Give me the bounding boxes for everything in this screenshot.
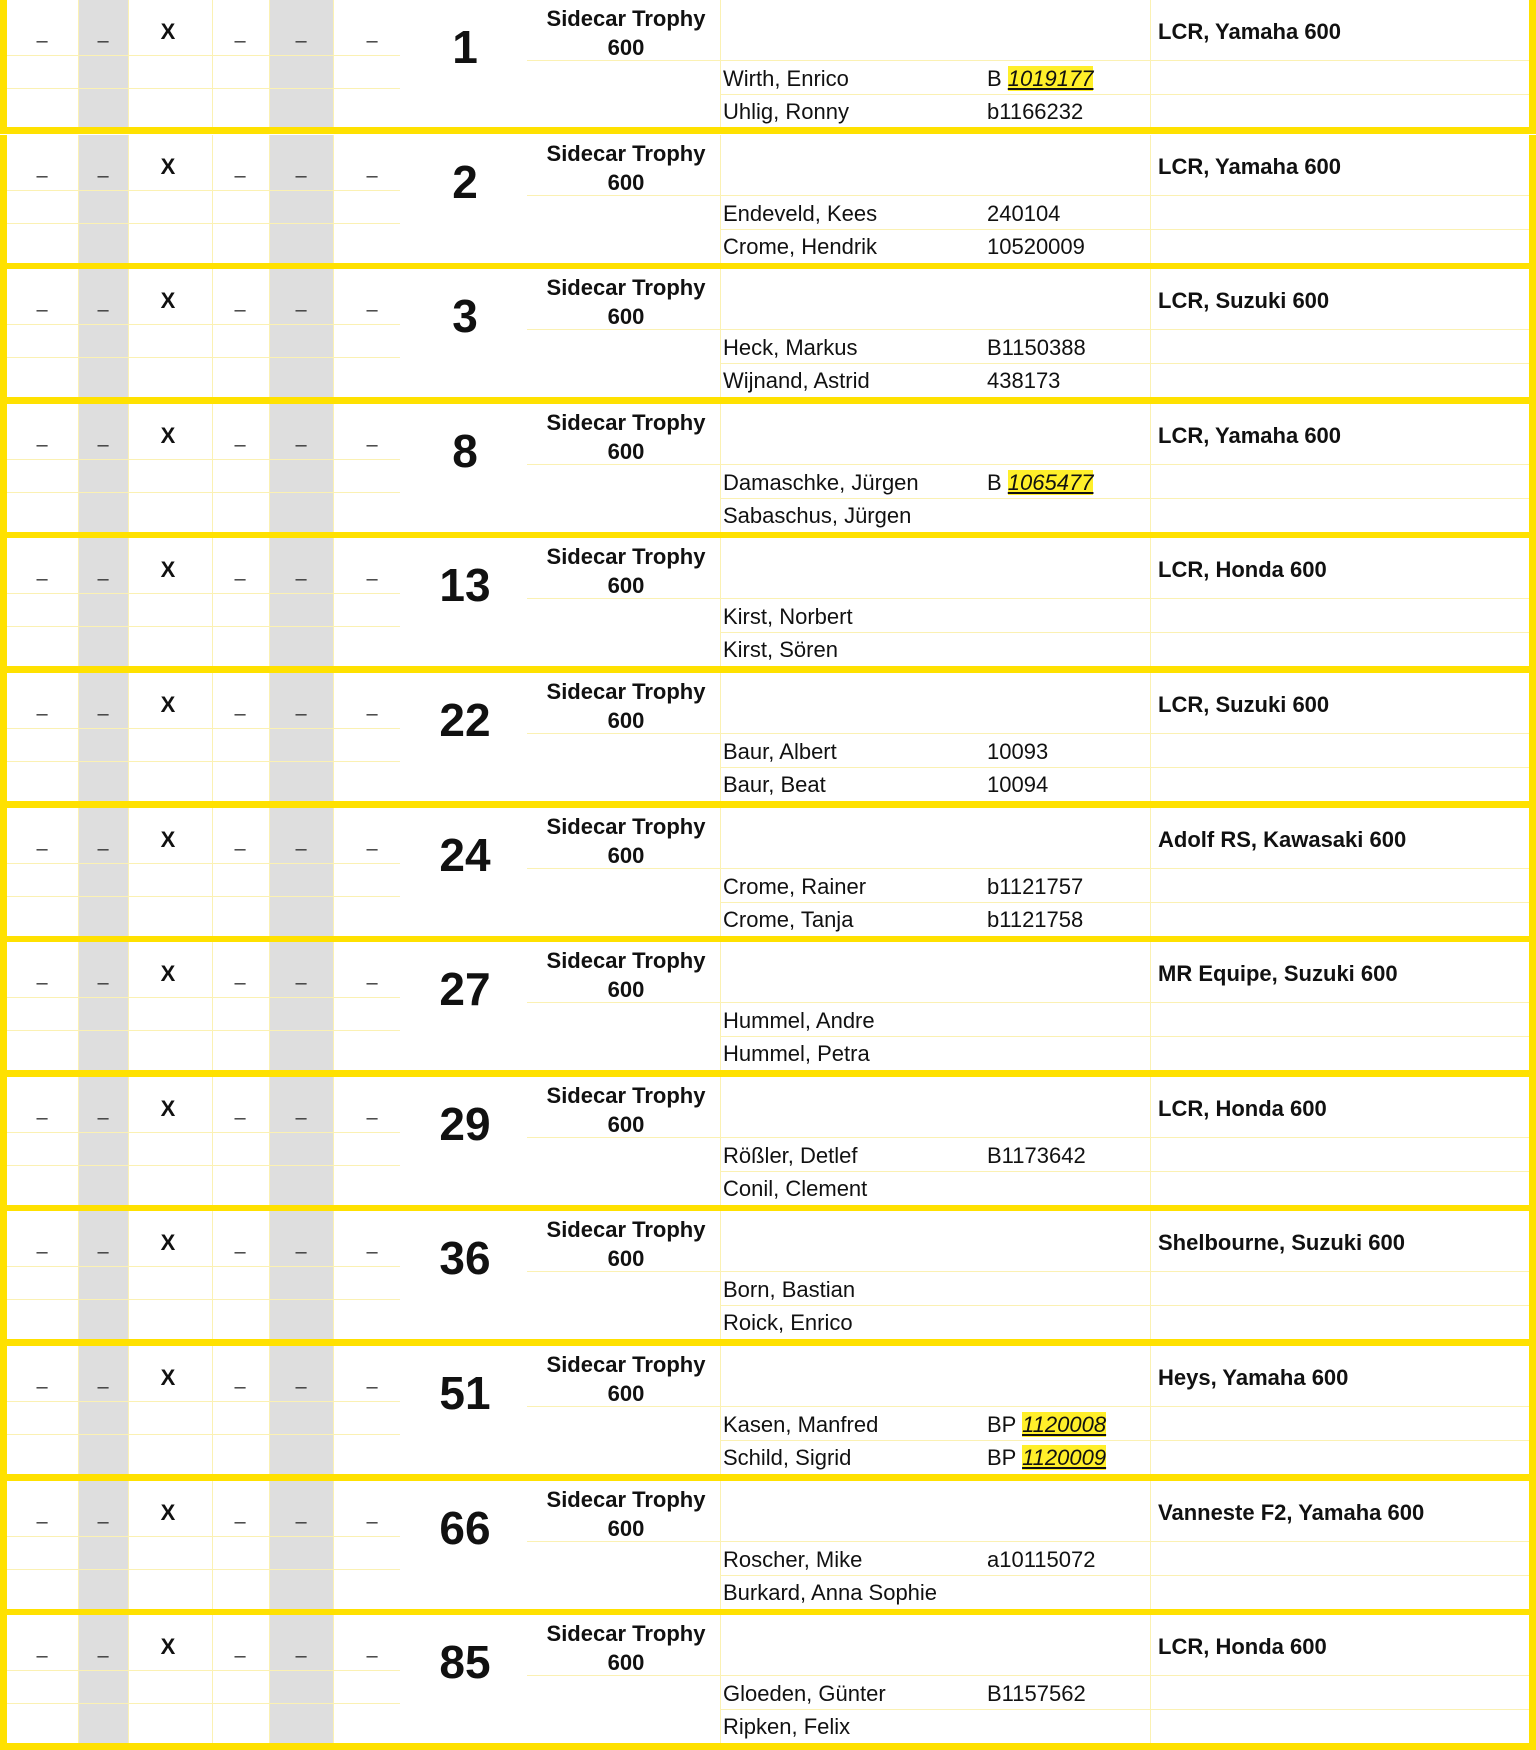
driver-name: Kirst, Norbert xyxy=(723,604,853,629)
entry-block xyxy=(0,673,1536,808)
start-number: 85 xyxy=(439,1636,491,1688)
status-dash: – xyxy=(366,165,378,187)
license-number: 10094 xyxy=(987,772,1049,797)
machine-label: LCR, Yamaha 600 xyxy=(1158,154,1342,179)
class-capacity: 600 xyxy=(607,1650,645,1675)
passenger-name: Schild, Sigrid xyxy=(723,1445,852,1470)
status-dash: – xyxy=(234,1376,246,1398)
status-dash: – xyxy=(97,1241,109,1263)
start-number: 36 xyxy=(439,1232,491,1284)
status-dash: – xyxy=(295,165,307,187)
driver-license xyxy=(987,335,1086,361)
status-dash: – xyxy=(97,838,109,860)
status-dash: – xyxy=(295,1107,307,1129)
status-dash: – xyxy=(234,1241,246,1263)
license-number: a10115072 xyxy=(987,1547,1096,1572)
license-number: 1019177 xyxy=(1007,66,1094,91)
class-label xyxy=(531,273,721,331)
class-name: Sidecar Trophy xyxy=(546,948,706,973)
start-number: 24 xyxy=(439,829,491,881)
entry-block xyxy=(0,942,1536,1077)
status-dash: – xyxy=(234,165,246,187)
start-number: 51 xyxy=(439,1367,491,1419)
driver-name: Wirth, Enrico xyxy=(723,66,849,91)
status-dash: – xyxy=(36,165,48,187)
license-number: 438173 xyxy=(987,368,1061,393)
machine-label: LCR, Yamaha 600 xyxy=(1158,423,1342,448)
license-number: 240104 xyxy=(987,201,1061,226)
driver-license: B 1065477 xyxy=(987,470,1094,495)
class-label xyxy=(531,4,721,62)
class-name: Sidecar Trophy xyxy=(546,1621,706,1646)
class-label xyxy=(531,677,721,735)
machine-label: LCR, Suzuki 600 xyxy=(1158,692,1330,717)
class-label xyxy=(531,812,721,870)
status-dash: – xyxy=(97,972,109,994)
selected-mark: X xyxy=(160,1365,176,1390)
driver-license xyxy=(987,1681,1086,1707)
selected-mark: X xyxy=(160,557,176,582)
status-dash: – xyxy=(366,703,378,725)
class-label xyxy=(531,1081,721,1139)
status-dash: – xyxy=(36,1511,48,1533)
passenger-name: Crome, Hendrik xyxy=(723,234,878,259)
class-label xyxy=(531,408,721,466)
passenger-license xyxy=(987,234,1085,260)
status-dash: – xyxy=(295,838,307,860)
gray-column xyxy=(78,1211,128,1339)
passenger-name: Baur, Beat xyxy=(723,772,826,797)
driver-license xyxy=(987,1547,1096,1573)
license-number: 1120008 xyxy=(1022,1412,1107,1437)
class-name: Sidecar Trophy xyxy=(546,1352,706,1377)
entry-block xyxy=(0,0,1536,134)
class-label xyxy=(531,1350,721,1408)
entry-block xyxy=(0,538,1536,673)
status-dash: – xyxy=(366,1645,378,1667)
gray-column xyxy=(269,538,333,666)
class-capacity: 600 xyxy=(607,1516,645,1541)
driver-license: BP 1120008 xyxy=(987,1412,1107,1437)
class-name: Sidecar Trophy xyxy=(546,275,706,300)
status-dash: – xyxy=(295,703,307,725)
gray-column xyxy=(78,135,128,263)
status-dash: – xyxy=(36,972,48,994)
class-name: Sidecar Trophy xyxy=(546,1217,706,1242)
license-number: B1157562 xyxy=(987,1681,1086,1706)
machine-label: LCR, Suzuki 600 xyxy=(1158,288,1330,313)
status-dash: – xyxy=(366,434,378,456)
status-dash: – xyxy=(97,299,109,321)
status-dash: – xyxy=(97,1376,109,1398)
class-capacity: 600 xyxy=(607,1112,645,1137)
selected-mark: X xyxy=(160,288,176,313)
driver-name: Heck, Markus xyxy=(723,335,858,360)
status-dash: – xyxy=(295,30,307,52)
class-capacity: 600 xyxy=(607,977,645,1002)
status-dash: – xyxy=(295,568,307,590)
passenger-license: BP 1120009 xyxy=(987,1445,1107,1470)
status-dash: – xyxy=(97,165,109,187)
class-label xyxy=(531,139,721,197)
selected-mark: X xyxy=(160,1230,176,1255)
status-dash: – xyxy=(36,30,48,52)
passenger-name: Crome, Tanja xyxy=(723,907,854,932)
passenger-name: Uhlig, Ronny xyxy=(723,99,849,124)
passenger-name: Ripken, Felix xyxy=(723,1714,851,1739)
gray-column xyxy=(269,404,333,532)
license-number: b1166232 xyxy=(987,99,1084,124)
gray-column xyxy=(78,269,128,397)
start-number: 66 xyxy=(439,1502,491,1554)
gray-column xyxy=(269,1211,333,1339)
gray-column xyxy=(269,942,333,1070)
status-dash: – xyxy=(366,972,378,994)
class-capacity: 600 xyxy=(607,35,645,60)
passenger-name: Hummel, Petra xyxy=(723,1041,870,1066)
start-number: 2 xyxy=(452,156,478,208)
gray-column xyxy=(78,538,128,666)
selected-mark: X xyxy=(160,1500,176,1525)
gray-column xyxy=(78,404,128,532)
entry-block xyxy=(0,404,1536,539)
driver-name: Crome, Rainer xyxy=(723,874,867,899)
class-label xyxy=(531,946,721,1004)
status-dash: – xyxy=(97,30,109,52)
license-number: 10520009 xyxy=(987,234,1085,259)
class-label xyxy=(531,1619,721,1677)
entry-block xyxy=(0,1077,1536,1212)
status-dash: – xyxy=(97,434,109,456)
machine-label: LCR, Honda 600 xyxy=(1158,557,1327,582)
driver-license xyxy=(987,201,1060,227)
gray-column xyxy=(269,1615,333,1743)
entry-block xyxy=(0,135,1536,270)
status-dash: – xyxy=(295,972,307,994)
class-name: Sidecar Trophy xyxy=(546,544,706,569)
selected-mark: X xyxy=(160,827,176,852)
status-dash: – xyxy=(366,1511,378,1533)
status-dash: – xyxy=(366,299,378,321)
entry-block xyxy=(0,1211,1536,1346)
class-name: Sidecar Trophy xyxy=(546,1083,706,1108)
status-dash: – xyxy=(97,703,109,725)
status-dash: – xyxy=(97,568,109,590)
license-number: 10093 xyxy=(987,739,1049,764)
driver-name: Gloeden, Günter xyxy=(723,1681,886,1706)
selected-mark: X xyxy=(160,961,176,986)
status-dash: – xyxy=(36,1645,48,1667)
class-name: Sidecar Trophy xyxy=(546,679,706,704)
driver-name: Damaschke, Jürgen xyxy=(723,470,919,495)
gray-column xyxy=(78,1077,128,1205)
gray-column xyxy=(269,1077,333,1205)
gray-column xyxy=(269,1346,333,1474)
license-number: 1065477 xyxy=(1007,470,1094,495)
start-number: 27 xyxy=(439,963,491,1015)
start-number: 1 xyxy=(452,21,478,73)
entry-block xyxy=(0,1615,1536,1750)
driver-name: Roscher, Mike xyxy=(723,1547,863,1572)
selected-mark: X xyxy=(160,19,176,44)
status-dash: – xyxy=(234,1645,246,1667)
passenger-name: Wijnand, Astrid xyxy=(723,368,870,393)
driver-license: B 1019177 xyxy=(987,66,1094,91)
gray-column xyxy=(78,673,128,801)
start-number: 13 xyxy=(439,559,491,611)
status-dash: – xyxy=(295,1511,307,1533)
class-name: Sidecar Trophy xyxy=(546,1487,706,1512)
passenger-name: Roick, Enrico xyxy=(723,1310,853,1335)
passenger-license xyxy=(987,772,1048,798)
machine-label: LCR, Honda 600 xyxy=(1158,1634,1327,1659)
start-number: 8 xyxy=(452,425,478,477)
machine-label: Shelbourne, Suzuki 600 xyxy=(1158,1230,1405,1255)
status-dash: – xyxy=(295,1241,307,1263)
class-capacity: 600 xyxy=(607,843,645,868)
driver-name: Hummel, Andre xyxy=(723,1008,875,1033)
license-number: 1120009 xyxy=(1022,1445,1107,1470)
status-dash: – xyxy=(234,30,246,52)
gray-column xyxy=(78,808,128,936)
status-dash: – xyxy=(36,1376,48,1398)
status-dash: – xyxy=(295,299,307,321)
class-capacity: 600 xyxy=(607,1381,645,1406)
class-name: Sidecar Trophy xyxy=(546,141,706,166)
entry-block xyxy=(0,269,1536,404)
entry-block xyxy=(0,1346,1536,1481)
license-number: b1121758 xyxy=(987,907,1084,932)
status-dash: – xyxy=(36,434,48,456)
status-dash: – xyxy=(234,1107,246,1129)
gray-column xyxy=(269,808,333,936)
status-dash: – xyxy=(295,1376,307,1398)
passenger-name: Conil, Clement xyxy=(723,1176,868,1201)
passenger-name: Burkard, Anna Sophie xyxy=(723,1580,938,1605)
passenger-name: Sabaschus, Jürgen xyxy=(723,503,912,528)
class-label xyxy=(531,1485,721,1543)
selected-mark: X xyxy=(160,154,176,179)
status-dash: – xyxy=(36,299,48,321)
license-number: B1150388 xyxy=(987,335,1086,360)
class-name: Sidecar Trophy xyxy=(546,6,706,31)
status-dash: – xyxy=(234,703,246,725)
entry-block xyxy=(0,1481,1536,1616)
gray-column xyxy=(78,1615,128,1743)
gray-column xyxy=(269,135,333,263)
class-capacity: 600 xyxy=(607,573,645,598)
gray-column xyxy=(78,0,128,127)
driver-license xyxy=(987,739,1048,765)
start-number: 29 xyxy=(439,1098,491,1150)
selected-mark: X xyxy=(160,1634,176,1659)
passenger-name: Kirst, Sören xyxy=(723,637,838,662)
passenger-license xyxy=(987,99,1083,125)
status-dash: – xyxy=(36,1107,48,1129)
class-label xyxy=(531,542,721,600)
class-capacity: 600 xyxy=(607,170,645,195)
gray-column xyxy=(269,269,333,397)
machine-label: LCR, Honda 600 xyxy=(1158,1096,1327,1121)
status-dash: – xyxy=(36,568,48,590)
gray-column xyxy=(269,0,333,127)
driver-license xyxy=(987,1143,1086,1169)
status-dash: – xyxy=(295,1645,307,1667)
license-number: b1121757 xyxy=(987,874,1084,899)
machine-label: LCR, Yamaha 600 xyxy=(1158,19,1342,44)
status-dash: – xyxy=(366,838,378,860)
status-dash: – xyxy=(366,1376,378,1398)
status-dash: – xyxy=(295,434,307,456)
status-dash: – xyxy=(234,568,246,590)
driver-name: Kasen, Manfred xyxy=(723,1412,879,1437)
status-dash: – xyxy=(234,972,246,994)
status-dash: – xyxy=(234,434,246,456)
class-capacity: 600 xyxy=(607,439,645,464)
gray-column xyxy=(269,673,333,801)
class-name: Sidecar Trophy xyxy=(546,410,706,435)
passenger-license xyxy=(987,907,1083,933)
status-dash: – xyxy=(366,1241,378,1263)
driver-name: Endeveld, Kees xyxy=(723,201,878,226)
machine-label: Heys, Yamaha 600 xyxy=(1158,1365,1349,1390)
class-label xyxy=(531,1215,721,1273)
selected-mark: X xyxy=(160,692,176,717)
status-dash: – xyxy=(366,30,378,52)
selected-mark: X xyxy=(160,1096,176,1121)
machine-label: Vanneste F2, Yamaha 600 xyxy=(1158,1500,1425,1525)
status-dash: – xyxy=(36,1241,48,1263)
gray-column xyxy=(78,1481,128,1609)
start-number: 22 xyxy=(439,694,491,746)
status-dash: – xyxy=(234,1511,246,1533)
selected-mark: X xyxy=(160,423,176,448)
machine-label: Adolf RS, Kawasaki 600 xyxy=(1158,827,1407,852)
driver-name: Rößler, Detlef xyxy=(723,1143,858,1168)
class-capacity: 600 xyxy=(607,1246,645,1271)
license-number: B1173642 xyxy=(987,1143,1086,1168)
driver-name: Born, Bastian xyxy=(723,1277,856,1302)
status-dash: – xyxy=(36,838,48,860)
machine-label: MR Equipe, Suzuki 600 xyxy=(1158,961,1398,986)
start-number: 3 xyxy=(452,290,478,342)
status-dash: – xyxy=(97,1645,109,1667)
gray-column xyxy=(78,942,128,1070)
passenger-license xyxy=(987,368,1060,394)
status-dash: – xyxy=(97,1511,109,1533)
status-dash: – xyxy=(234,299,246,321)
status-dash: – xyxy=(366,568,378,590)
status-dash: – xyxy=(36,703,48,725)
entry-block xyxy=(0,808,1536,943)
gray-column xyxy=(78,1346,128,1474)
class-name: Sidecar Trophy xyxy=(546,814,706,839)
status-dash: – xyxy=(366,1107,378,1129)
driver-license xyxy=(987,874,1083,900)
driver-name: Baur, Albert xyxy=(723,739,837,764)
status-dash: – xyxy=(234,838,246,860)
gray-column xyxy=(269,1481,333,1609)
status-dash: – xyxy=(97,1107,109,1129)
class-capacity: 600 xyxy=(607,304,645,329)
class-capacity: 600 xyxy=(607,708,645,733)
